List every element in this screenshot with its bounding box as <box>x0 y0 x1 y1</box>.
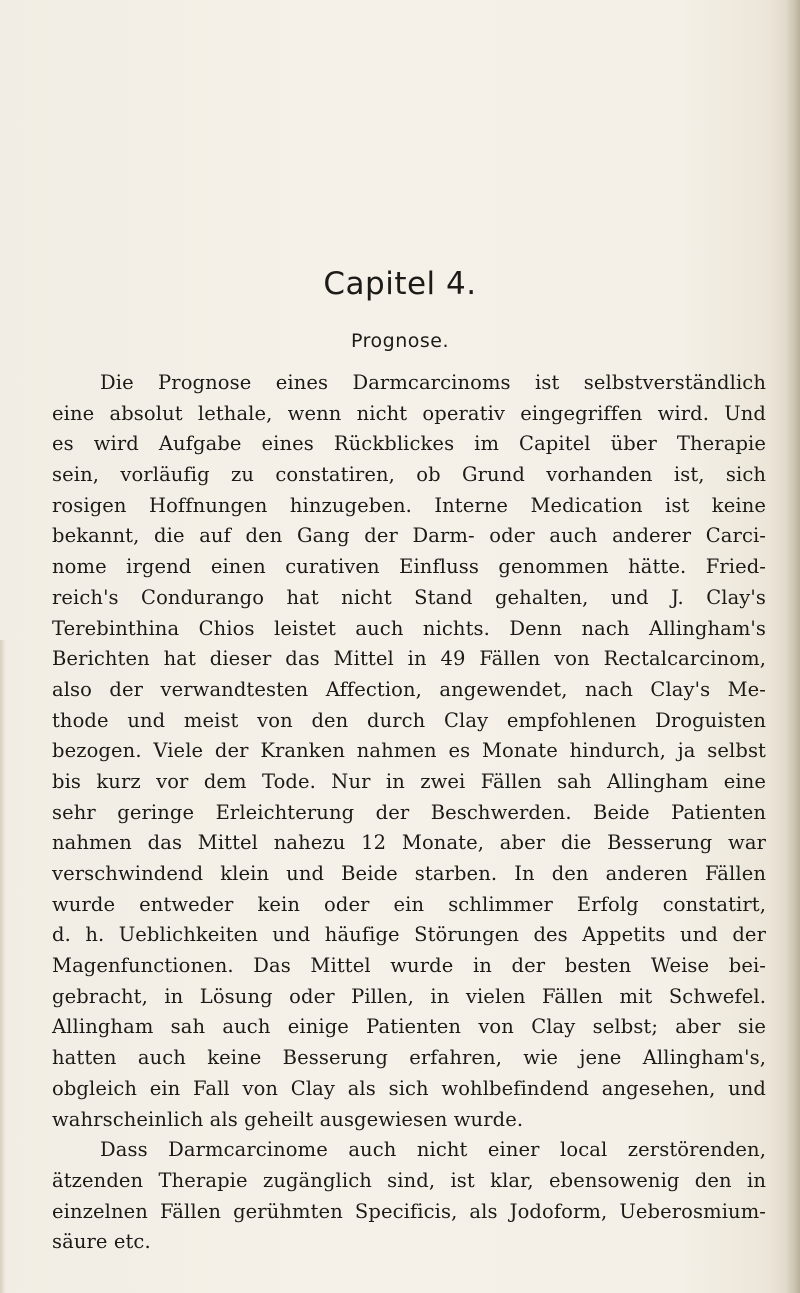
text-line: also der verwandtesten Affection, angewendet, nach Clay's Me- <box>52 677 766 701</box>
text-line: bekannt, die auf den Gang der Darm- oder auch anderer Carci- <box>52 524 766 548</box>
text-line: ätzenden Therapie zugänglich sind, ist klar, ebensowenig den in <box>52 1168 766 1192</box>
text-line: Terebinthina Chios leistet auch nichts. Denn nach Allingham's <box>52 616 766 640</box>
text-line: hatten auch keine Besserung erfahren, wie jene Allingham's, <box>52 1046 766 1070</box>
text-line: bezogen. Viele der Kranken nahmen es Monate hindurch, ja selbst <box>52 739 766 763</box>
text-line: es wird Aufgabe eines Rückblickes im Capitel über Therapie <box>52 432 766 456</box>
text-line: wurde entweder kein oder ein schlimmer Erfolg constatirt, <box>52 892 766 916</box>
text-line: Magenfunctionen. Das Mittel wurde in der besten Weise bei- <box>52 954 766 978</box>
text-line: nahmen das Mittel nahezu 12 Monate, aber die Besserung war <box>52 831 766 855</box>
page-edge-right <box>786 0 800 1293</box>
text-line: sehr geringe Erleichterung der Beschwerden. Beide Patienten <box>52 800 766 824</box>
text-line: rosigen Hoffnungen hinzugeben. Interne Medication ist keine <box>52 493 766 517</box>
text-line: Die Prognose eines Darmcarcinoms ist selbstverständlich <box>100 371 766 394</box>
text-line: obgleich ein Fall von Clay als sich wohlbefindend angesehen, und <box>52 1076 766 1100</box>
section-title: Prognose. <box>351 330 449 352</box>
text-line: bis kurz vor dem Tode. Nur in zwei Fällen sah Allingham eine <box>52 769 766 793</box>
text-line: sein, vorläufig zu constatiren, ob Grund vorhanden ist, sich <box>52 463 766 487</box>
text-line: reich's Condurango hat nicht Stand gehalten, und J. Clay's <box>52 585 766 609</box>
chapter-title: Capitel 4. <box>323 266 477 302</box>
text-line: einzelnen Fällen gerühmten Specificis, als Jodoform, Ueberosmium- <box>52 1199 766 1223</box>
text-line: säure etc. <box>52 1230 151 1254</box>
text-line: nome irgend einen curativen Einfluss genommen hätte. Fried- <box>52 555 766 579</box>
body-text <box>52 368 766 1258</box>
text-line: thode und meist von den durch Clay empfohlenen Droguisten <box>52 708 766 732</box>
page-edge-left <box>0 640 6 1293</box>
text-line: Berichten hat dieser das Mittel in 49 Fällen von Rectalcarcinom, <box>52 647 766 671</box>
text-line: wahrscheinlich als geheilt ausgewiesen wurde. <box>52 1107 524 1131</box>
text-line: Allingham sah auch einige Patienten von Clay selbst; aber sie <box>52 1015 766 1039</box>
text-line: verschwindend klein und Beide starben. In den anderen Fällen <box>52 862 766 885</box>
text-line: gebracht, in Lösung oder Pillen, in vielen Fällen mit Schwefel. <box>52 984 766 1008</box>
text-line: d. h. Ueblichkeiten und häufige Störungen des Appetits und der <box>52 923 766 947</box>
text-line: eine absolut lethale, wenn nicht operativ eingegriffen wird. Und <box>52 401 766 425</box>
text-line: Dass Darmcarcinome auch nicht einer local zerstörenden, <box>100 1138 766 1162</box>
